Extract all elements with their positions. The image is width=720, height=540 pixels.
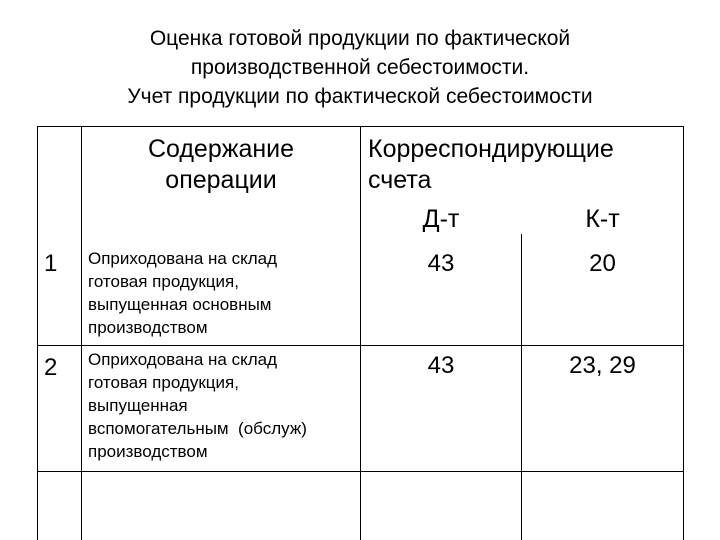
description-line: готовая продукция, — [88, 272, 239, 291]
description-line: производством — [88, 318, 208, 337]
row-number: 2 — [44, 354, 58, 381]
row-description — [88, 247, 358, 339]
description-line: Оприходована на склад — [88, 249, 277, 268]
header-content — [82, 134, 360, 196]
row-number: 1 — [44, 250, 58, 277]
header-accounts — [368, 134, 680, 196]
table-border-right — [683, 126, 684, 540]
column-divider — [521, 234, 522, 540]
header-credit: К-т — [585, 205, 620, 233]
row-description — [88, 348, 358, 463]
description-line: производством — [88, 442, 208, 461]
description-line: готовая продукция, — [88, 373, 239, 392]
header-accounts-line2: счета — [368, 166, 432, 194]
description-line: выпущенная основным — [88, 295, 272, 314]
description-line: выпущенная — [88, 396, 188, 415]
title-line-3: Учет продукции по фактической себестоимости — [127, 85, 593, 108]
header-debit: Д-т — [422, 205, 460, 233]
row-credit: 23, 29 — [569, 352, 636, 379]
title-line-1: Оценка готовой продукции по фактической — [149, 27, 571, 50]
title-line-2: производственной себестоимости. — [190, 56, 530, 79]
row-debit: 43 — [427, 250, 455, 277]
column-divider — [360, 126, 361, 540]
header-content-line1: Содержание — [147, 135, 295, 163]
table-border-left — [37, 126, 38, 540]
description-line: вспомогательным (обслуж) — [88, 419, 307, 438]
description-line: Оприходована на склад — [88, 350, 277, 369]
header-content-line2: операции — [165, 166, 277, 194]
header-accounts-line1: Корреспондирующие — [368, 135, 614, 163]
row-debit: 43 — [427, 352, 455, 379]
row-credit: 20 — [589, 250, 616, 277]
